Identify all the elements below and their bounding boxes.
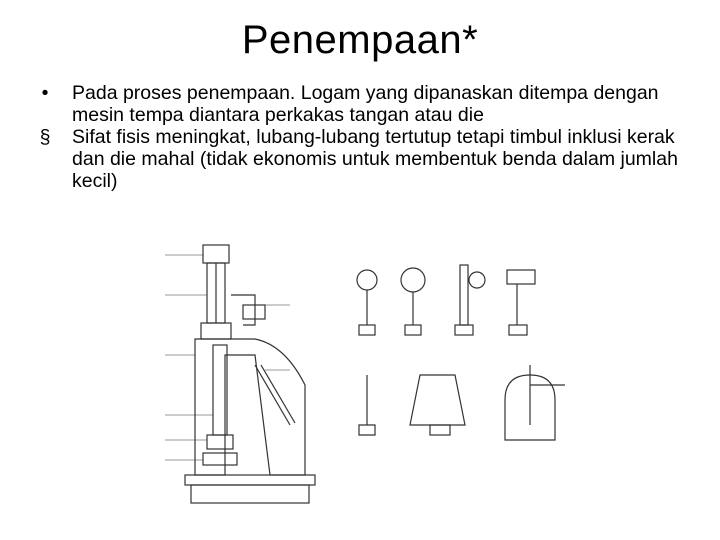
bullet-list	[30, 82, 700, 192]
bullet-marker: §	[39, 126, 51, 148]
bullet-marker: •	[41, 82, 49, 104]
slide-title: Penempaan*	[241, 18, 479, 62]
bullet-item	[30, 82, 700, 126]
bullet-text: Pada proses penempaan. Logam yang dipanaskan ditempa dengan mesin tempa diantara perkakas tangan atau die	[72, 82, 659, 126]
hammer-mechanisms-drawing	[357, 265, 565, 440]
bullet-text: Sifat fisis meningkat, lubang-lubang tertutup tetapi timbul inklusi kerak dan die mahal (tidak ekonomis untuk membentuk benda dalam jumlah kecil)	[72, 126, 678, 192]
forging-diagram-figure	[155, 225, 700, 525]
forging-hammer-drawing	[165, 245, 315, 503]
bullet-item	[30, 126, 700, 192]
